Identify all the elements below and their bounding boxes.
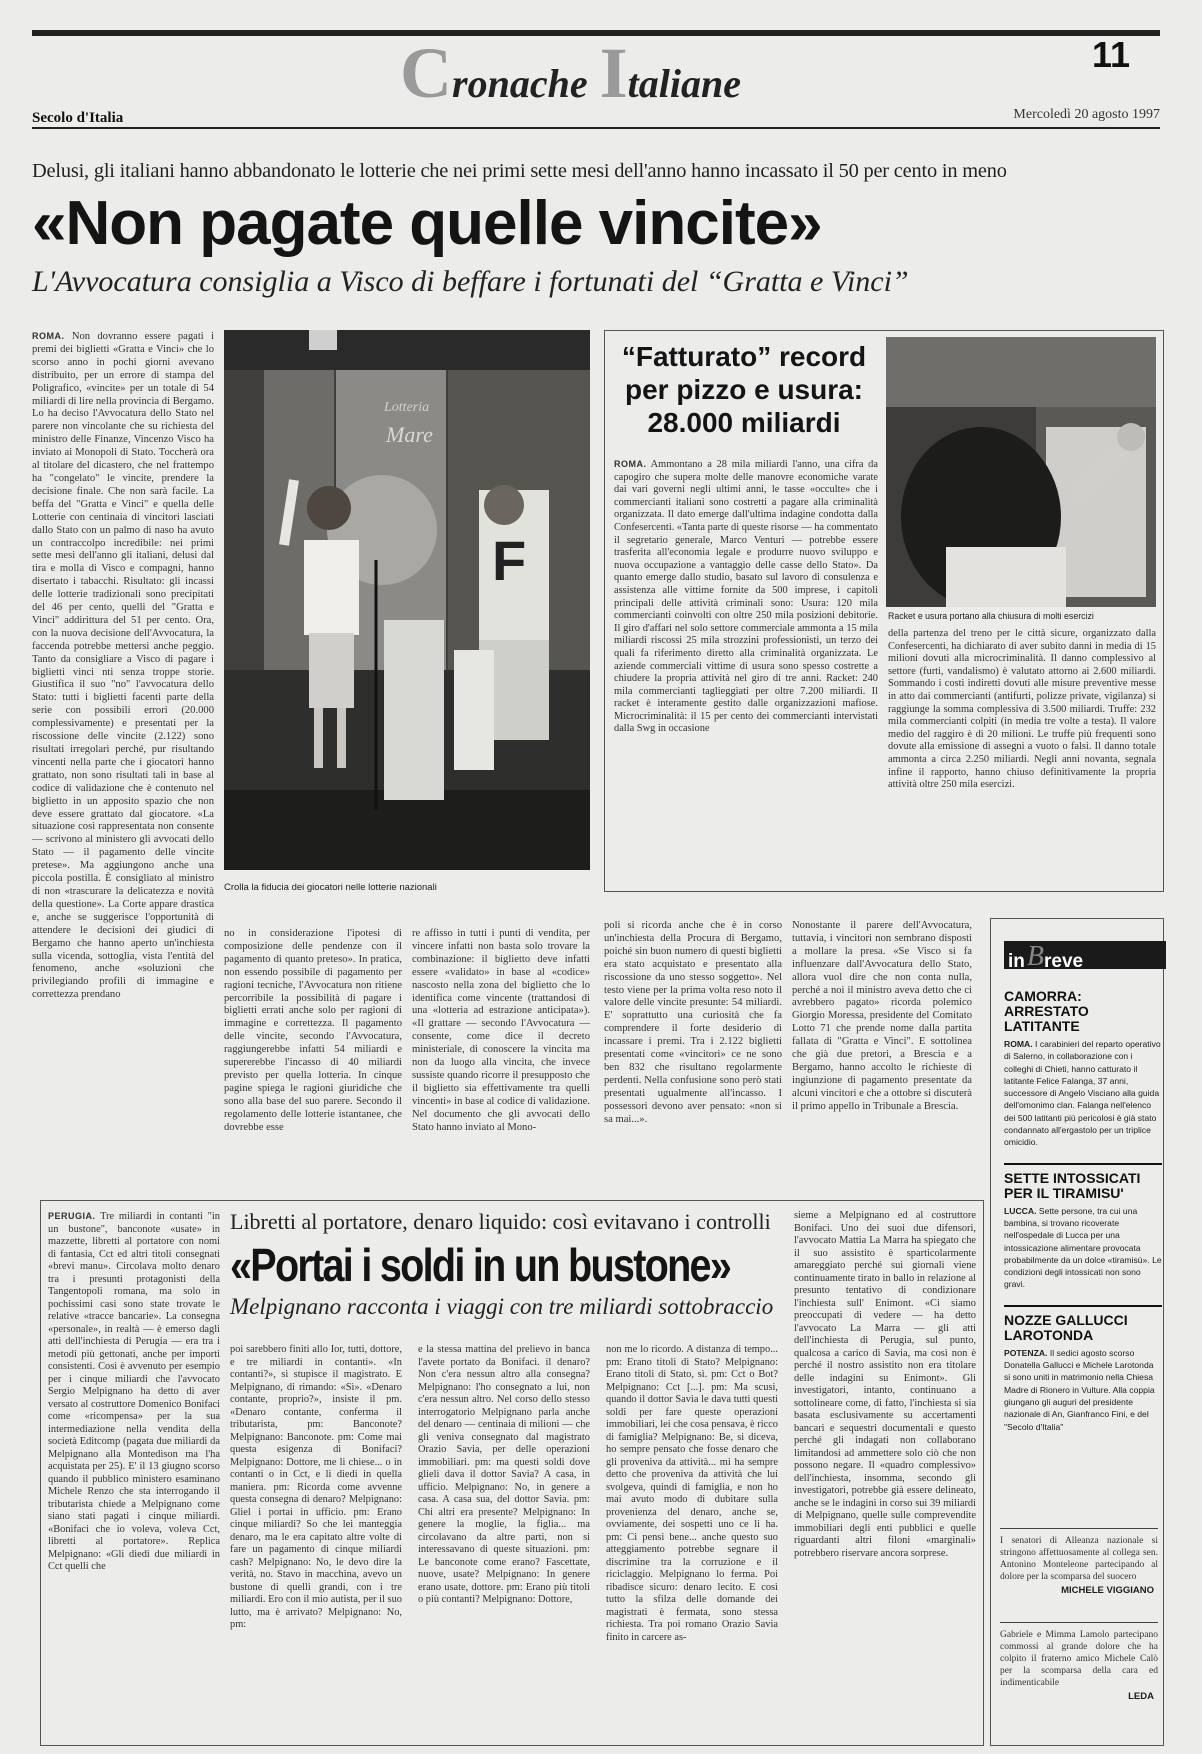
brief-separator xyxy=(1004,1305,1162,1307)
usury-col-2-text: della partenza del treno per le città sicure, organizzato dalla Confesercenti, ha dichiarato di aver subito danni in media di 15 milioni dovuti alla microcriminalità. Il danno complessivo al settore (furti, vandalismo) è valutato attorno ai 2.600 miliardi. Sommando i costi indiretti dovuti alle misure preventive messe in atto dai commercianti (antifurti, polizze private, vigilanza) si raggiunge la somma complessiva di 3.500 miliardi. Truffe: 232 mila commercianti colpiti (in media tre volte a testa). Il valore medio del raggiro è di 20 milioni. Le truffe più frequenti sono dovute alla emissione di assegni a vuoto o falsi. Il danno totale ammonta a circa 2.250 miliardi. Negli anni novanta, segnala infine il rapporto, hanno chiuso definitivamente la propria attività oltre 250 mila esercizi. xyxy=(888,628,1156,791)
usury-dateline: ROMA. xyxy=(614,459,647,469)
usury-photo-caption: Racket e usura portano alla chiusura di molti esercizi xyxy=(888,611,1094,621)
main-col-1-text: Non dovranno essere pagati i premi dei biglietti «Gratta e Vinci» che lo scorso anno in pochi giorni avevano distribuito, per un errore di stampa del Poligrafico, «vincite» per un totale di 54 miliardi di lire nella provincia di Bergamo. Lo ha deciso l'Avvocatura dello Stato nel parere non vincolante che su richiesta del ministro delle Finanze, Vincenzo Visco ha inviato ai Monopoli di Stato. Toccherà ora al titolare del dicastero, che nel frattempo ha "congelato" le vincite, prendere la decisione finale. Che non sarà facile. La beffa del "Gratta e Vinci" e quella delle Lotterie con centinaia di vincitori lasciati dallo Stato con un palmo di naso ha avuto un contraccolpo incredibile: nei primi sette mesi dell'anno gli italiani, delusi dal tira e molla di Visco e compagni, hanno disertato i tabacchi. Risultato: gli incassi delle lotterie tradizionali sono precipitati del 46 per cento, quelli del "Gratta e Vinci" addirittura del 51 per cento. Ora, con la nuova decisione dell'Avvocatura, la faccenda potrebbe mettersi anche peggio. Tanto da consigliare a Visco di pagare i biglietti vinci nti senza troppe storie. Giustifica il suo "no" l'avvocatura dello Stato: tutti i biglietti facenti parte della serie con possibili errori (20.000 complessivamente) e presentati per la riscossione delle vincite (2.122) sono risultati irregolari perché, pur risultando vincenti nella parte che i giocatori hanno grattato, non sono risultati tali in base al codice di validazione che è contenuto nel biglietto in un apposito spazio che non deve essere grattato dal giocatore. «La situazione così rappresentata non consente — scrivono al ministero gli avvocati dello Stato — il pagamento delle vincite pretese». Ma aggiungono anche una piccola postilla. È consigliato al ministro di non «trascurare la delicatezza e novità della questione». La Corte appare drastica e, anche se suggerisce l'opportunità di attendere le decisioni dei giudici di Bergamo che hanno aperto un'inchiesta sulla vicenda, sottoglia, vista l'entità del fenomeno, anche «soluzioni che privilegiando profili di immagine e correttezza prendano xyxy=(32,331,214,1001)
second-dateline: PERUGIA. xyxy=(48,1211,96,1221)
second-article-col-4 xyxy=(606,1344,778,1740)
brief-dateline: LUCCA. xyxy=(1004,1205,1037,1216)
main-article-col-4 xyxy=(604,920,782,1188)
main-col-3-text: re affisso in tutti i punti di vendita, per vincere infatti non basta solo trovare la combinazione: il biglietto deve infatti essere «validato» in base al «codice» nascosto nella zona del biglietto che lo identifica come vincente (trattandosi di una «lotteria ad estrazione anticipata»). «Il grattare — secondo l'Avvocatura — consente, come dice il decreto ministeriale, di conoscere la vincita ma non da luogo alla vincita, che invece sussiste quando ricorre il presupposto che il biglietto sia effettivamente tra quelli vincenti» in base al codice di validazione. Nel documento che gli avvocati dello Stato hanno inviato al Mono- xyxy=(412,928,590,1133)
second-subheadline: Melpignano racconta i viaggi con tre miliardi sottobraccio xyxy=(230,1294,774,1319)
notice-1 xyxy=(1000,1528,1158,1596)
photo-box-letter: F xyxy=(492,529,527,592)
main-article-col-3 xyxy=(412,928,590,1188)
main-headline: «Non pagate quelle vincite» xyxy=(32,189,822,258)
second-article-col-3 xyxy=(418,1344,590,1740)
inbreve-header xyxy=(1004,941,1166,972)
usury-headline-line-1: “Fatturato” record xyxy=(621,341,867,372)
usury-col-1-text: Ammontano a 28 mila miliardi l'anno, una cifra da capogiro che supera molte delle manovre economiche varate dai vari governi negli ultimi anni, le tasse «occulte» che i commercianti italiani sono costretti a pagare alla criminalità organizzata. Il dato emerge dall'ultima indagine condotta dalla Confesercenti. «Tanta parte di queste risorse — ha commentato il segretario generale, Marco Venturi — potrebbe essere trasferita all'economia legale e produrre nuovo sviluppo e nuova occupazione a vantaggio delle casse dello Stato». Da quanto emerge dallo studio, basato sul lavoro di consulenza e assistenza alle vittime fornite da 500 imprese, i capitoli principali delle attività criminali sono: Usura: 120 mila commercianti coinvolti con oltre 250 mila posizioni debitorie. Il giro d'affari nel solo settore commerciale ammonta a 15 mila miliardi riscossi 25 mila strozzini professionisti, un terzo dei quali fa riferimento diretto alla criminalità organizzata. Le aziende commerciali vittime di usura sono spesso costrette a chiudere la propria attività nel giro di tre anni. Racket: 240 mila commercianti taglieggiati per oltre 7.200 miliardi. Il racket è interamente gestito dalle organizzazioni mafiose. Microcriminalità: il 15 per cento dei commercianti intervistati dalla Swg in occasione xyxy=(614,459,878,735)
second-headline: «Portai i soldi in un bustone» xyxy=(230,1239,731,1291)
second-col-3-text: e la stessa mattina del prelievo in banca l'avete portato da Bonifaci. il denaro? Non c'era nessun altro alla consegna? Melpignano: l'ho consegnato a lui, non c'era nessun altro. Nel corso dello stesso interrogatorio Melpignano parla anche del denaro — centinaia di milioni — che gli veniva consegnato dal magistrato Orazio Savia, per delle operazioni immobiliari. pm: ma questi soldi dove glieli dava il dottor Savia? A casa, in ufficio. Melpignano: No, in genere a casa. A casa sua, del dottor Savia. pm: Chi altri era presente? Melpignano: In genere la moglie, la figlia... ma circolavano da altre parti, non si interessavano di queste situazioni. pm: Le banconote come erano? Fascettate, nuove, usate? Melpignano: In genere erano usate, dottore. pm: Erano più titoli o più contanti? Melpignano: Dottore, xyxy=(418,1344,590,1605)
notice-signature: LEDA xyxy=(1128,1691,1154,1702)
main-dateline: ROMA. xyxy=(32,331,65,341)
inbreve-list xyxy=(1004,989,1162,1433)
brief-title: CAMORRA: ARRESTATO LATITANTE xyxy=(1004,988,1089,1034)
section-word-2: taliane xyxy=(627,61,741,106)
brief-item xyxy=(1004,989,1162,1149)
page-number: 11 xyxy=(1092,34,1131,75)
main-col-2-text: no in considerazione l'ipotesi di composizione delle pendenze con il pagamento di quanto preteso». In pratica, non essendo possibile di pagamento per ragioni tecniche, l'Avvocatura non ritiene percorribile la possibilità di pagare i biglietti errati anche solo per ragioni di immagine e correttezza. Il pagamento delle vincite, secondo l'Avvocatura, raggiungerebbe infatti 54 miliardi e supererebbe l'incasso di 40 miliardi previsto per quella lotteria. In cinque pagine spiega le ragioni giuridiche che sono alla base del suo parere. Secondo il regolamento delle lotterie istantanee, che dovrebbe esse xyxy=(224,928,402,1133)
brief-text: I carabinieri del reparto operativo di Salerno, in collaborazione con i colleghi di Chieti, hanno catturato il latitante Felice Falanga, 37 anni, successore di Angelo Visciano alla guida dell'omonimo clan. Falanga nell'elenco dei 500 latitanti più pericolosi è già stato condannato all'ergastolo per un triplice omicidio. xyxy=(1004,1039,1161,1148)
usury-col-1 xyxy=(614,458,878,883)
usury-photo-image xyxy=(886,337,1156,607)
main-col-5-text: Nonostante il parere dell'Avvocatura, tuttavia, i vincitori non sembrano disposti a mollare la presa. «Se Visco si fa influenzare dall'Avvocatura dello Stato, allora vuol dire che non conta nulla, perché a noi il ministro aveva detto che ci avrebbero pagato» ricorda polemico Giorgio Moressa, presidente del Comitato Lotto 71 che prende nome dalla partita fallata di "Gratta e Vinci". E sottolinea che già due pretori, a Brescia e a Bergamo, hanno accolto le richieste di ingiunzione di pagamento presentate da alcuni vincitori e che a ottobre si discuterà il primo appello in Tribunale a Brescia. xyxy=(792,920,972,1112)
section-word-1: ronache xyxy=(452,61,588,106)
photo-backdrop-text-2: Mare xyxy=(386,422,433,447)
section-initial-i: I xyxy=(599,33,628,113)
brief-title: NOZZE GALLUCCI LAROTONDA xyxy=(1004,1311,1128,1343)
lottery-photo xyxy=(224,330,590,870)
brief-dateline: ROMA. xyxy=(1004,1039,1033,1049)
second-article-col-2 xyxy=(230,1344,402,1740)
second-article-col-5 xyxy=(794,1210,976,1740)
inbreve-label-in: in xyxy=(1008,951,1025,972)
lottery-photo-caption: Crolla la fiducia dei giocatori nelle lotterie nazionali xyxy=(224,882,437,893)
section-title xyxy=(400,32,800,113)
usury-headline-line-2: per pizzo e usura: xyxy=(624,374,864,405)
second-kicker: Libretti al portatore, denaro liquido: così evitavano i controlli xyxy=(230,1209,771,1234)
notice-text: I senatori di Alleanza nazionale si stringono affettuosamente al collega sen. Antonino Monteleone partecipando al dolore per la scomparsa del suocero xyxy=(1000,1536,1158,1582)
main-article-col-2 xyxy=(224,928,402,1188)
brief-separator xyxy=(1004,1163,1162,1165)
notice-2 xyxy=(1000,1622,1158,1702)
main-col-4-text: poli si ricorda anche che è in corso un'inchiesta della Procura di Bergamo, poiché sin buon numero di questi biglietti era stato acquistato e presentato alla riscossione da uno stesso soggetto». Nel testo viene per la prima volta reso noto il valore delle vincite presunte: 54 miliardi. E' soprattutto una curiosità che fa comprendere il forte desiderio di incassare i premi. Tra i 2.122 biglietti presentati come «vincitori» ce ne sono ben 832 che risultano regolarmente perdenti. Nella confusione sono però stati presentati ugualmente all'incasso. I possessori devono aver pensato: «non si sa mai...». xyxy=(604,920,782,1125)
issue-date: Mercoledì 20 agosto 1997 xyxy=(1013,107,1160,122)
main-article-col-1 xyxy=(32,330,214,1188)
notice-text: Gabriele e Mimma Lamolo partecipano commossi al grande dolore che ha colpito il fraterno amico Michele Calò per la scomparsa della cara ed indimenticabile xyxy=(1000,1630,1158,1688)
section-initial-c: C xyxy=(400,33,452,113)
second-col-5-text: sieme a Melpignano ed al costruttore Bonifaci. Uno dei suoi due difensori, l'avvocato Mattia La Marra ha spiegato che il suo assistito è sparticolarmente amareggiato perché sui giornali viene continuamente tirato in ballo in relazione al presunto tentativo di condizionare l'inchiesta sull' Enimont. «Ci siamo preoccupati di vedere — ha detto l'avvocato La Marra — gli atti dell'inchiesta di Perugia, sul punto, qualcosa a carico di Savia, ma così non è perché il nostro assistito non era titolare delle indagini su Enimont». Gli investigatori, intanto, continuano a sottolineare come, di fatto, l'inchiesta si sia basata esclusivamente su accertamenti bancari e sequestri documentali e questo perché gli indagati non collaborano limitandosi ad ammettere solo ciò che non possono negare. Il «quadro complessivo» dell'inchiesta, insomma, secondo gli investigatori, potrebbe già essere delineato, anche se le indagini in corso sui 39 miliardi di Melpignano, quelle sulle comprevendite immobiliari degli enti pubblici e quelle riguardanti altri filoni «marginali» potrebbero riservare ancora sorprese. xyxy=(794,1210,976,1559)
main-article-col-5 xyxy=(792,920,972,1188)
brief-dateline: POTENZA. xyxy=(1004,1347,1048,1358)
brief-item xyxy=(1004,1313,1162,1433)
brief-title: SETTE INTOSSICATI PER IL TIRAMISU' xyxy=(1004,1169,1141,1201)
inbreve-label-b: B xyxy=(1026,941,1044,972)
usury-col-2 xyxy=(888,628,1156,883)
usury-headline xyxy=(612,340,876,439)
main-kicker: Delusi, gli italiani hanno abbandonato le lotterie che nei primi sette mesi dell'anno hanno incassato il 50 per cento in meno xyxy=(32,160,1007,182)
second-col-4-text: non me lo ricordo. A distanza di tempo... pm: Erano titoli di Stato? Melpignano: Erano titoli di Stato, sì. pm: Cct o Bot? Melpignano: Cct [...]. pm: Ma scusi, quando il dottor Savia le dava tutti questi soldi per fare queste operazioni immobiliari, lei che cosa pensava, è ricco di famiglia? Melpignano: Be, si diceva, ho sempre pensato che fosse denaro che gli proveniva da attività... mi ha sempre detto che proveniva da attività che lui svolgeva, quindi di famiglia, e non ho mai avuto modo di dubitare sulla provenienza del denaro, anche se, ovviamente, dei sospetti uno ce li ha. pm: Ci pensi bene... anche questo suo atteggiamento potrebbe segnare il discrimine tra la corruzione e il riciclaggio. Melpignano lo ferma. Poi ribadisce sicuro: denaro lecito. E così tutto la sfilza delle domande dei magistrati è fermata, sono stessa richiesta. Tra poi romano Orazio Savia finito in carcere as- xyxy=(606,1344,778,1643)
notice-signature: MICHELE VIGGIANO xyxy=(1061,1585,1154,1596)
inbreve-label-rest: reve xyxy=(1044,951,1084,972)
usury-photo xyxy=(886,337,1156,607)
main-subheadline: L'Avvocatura consiglia a Visco di beffare i fortunati del “Gratta e Vinci” xyxy=(32,265,909,298)
brief-text: Il sedici agosto scorso Donatella Gallucci e Michele Larotonda si sono uniti in matrimonio nella Chiesa Madre di Rionero in Vulture. Alla coppia giungano gli auguri del presidente nazionale di An, Gianfranco Fini, e del "Secolo d'Italia" xyxy=(1004,1347,1155,1432)
brief-item xyxy=(1004,1171,1162,1291)
masthead-rule xyxy=(32,127,1160,129)
brief-text: Sette persone, tra cui una bambina, si trovano ricoverate nell'ospedale di Lucca per una intossicazione alimentare provocata probabilmente da un dolce «tiramisù». Le condizioni degli intossicati non sono gravi. xyxy=(1004,1205,1162,1290)
paper-name: Secolo d'Italia xyxy=(32,110,124,126)
second-col-2-text: poi sarebbero finiti allo Ior, tutti, dottore, e tre miliardi in contanti». «In contanti?», si stupisce il magistrato. E Melpignano, di rimando: «Sì». «Denaro contante, proprio?», insiste il pm. «Denaro contante, conferma il tributarista, pm: Banconote? Melpignano: Banconote. pm: Come mai questa esigenza di Bonifaci? Melpignano: Dottore, me li chiese... o in contanti o in Cct, e li diedi in quella maniera. pm: Ricorda come avvenne questa consegna di denaro? Melpignano: Gliel i portai in ufficio. pm: Erano cinque miliardi? So che lei manteggia denaro, ma le era capitato altre volte di fare un pagamento di cinque miliardi cash? Melpignano: No, le devo dire la verità, no. Stavo in macchina, avevo un bustone di quelli grandi, con i tre miliardi. Ero con il mio autista, per il suo lutto, ma è arrivato? Melpignano: No, pm: xyxy=(230,1344,402,1630)
second-col-1-text: Tre miliardi in contanti "in un bustone", banconote «usate» in mazzette, libretti al portatore con nomi di fantasia, Cct ed altri titoli consegnati «brevi manu». Circolava molto denaro tra i presunti protagonisti della Tangentopoli romana, ma solo in pochissimi casi sono state trovate le relative «tracce bancarie». La consegna «personale», in realtà — è emerso dagli atti dell'inchiesta di Perugia — era tra i metodi più gettonati, anche per importi consistenti. Così è avvenuto per esempio per i cinque miliardi che l'avvocato Sergio Melpignano ha detto di aver versato al costruttore Domenico Bonifaci come «ricompensa» per la sua intermediazione nella vendita della società Editcomp (pagata due miliardi da Melpignano alla Montedison ma l'ha acquistata per 25). E' il 13 giugno scorso quando il pubblico ministero esaminano Michele Renzo che sta interrogando il tributarista chiede a Melpignano come siano stati pagati i cinque miliardi. «Bonifaci che io voleva, voleva Cct, libretti al portatore». Replica Melpignano: «Gli diedi due miliardi in Cct quelli che xyxy=(48,1211,220,1572)
second-article-col-1 xyxy=(48,1210,220,1740)
photo-backdrop-text-1: Lotteria xyxy=(384,400,430,415)
usury-headline-line-3: 28.000 miliardi xyxy=(647,407,841,438)
